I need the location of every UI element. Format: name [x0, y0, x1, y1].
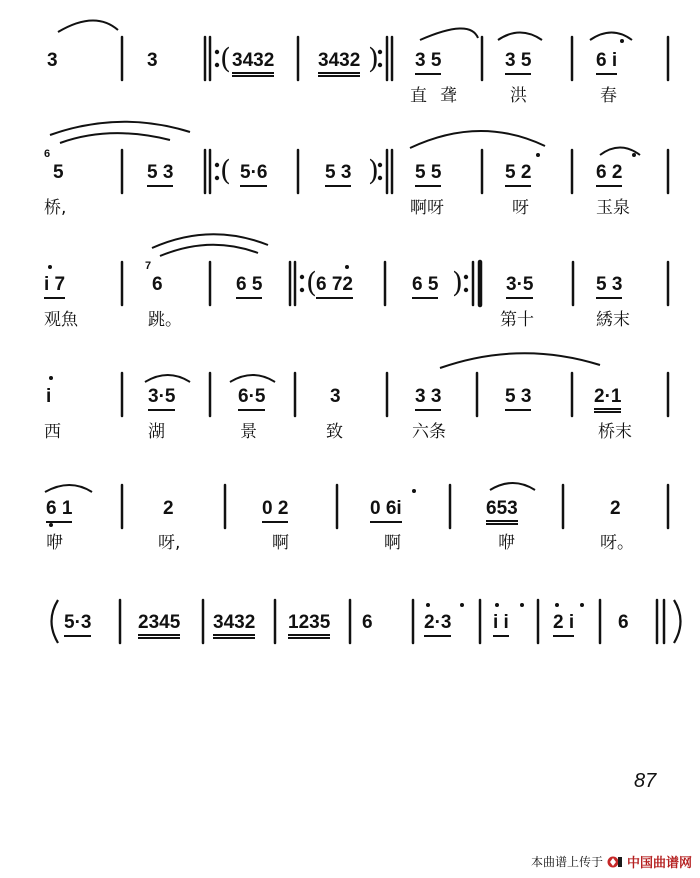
note-r1-m4: 3432 — [318, 50, 360, 77]
note-r4-m7: 2·1 — [594, 386, 621, 413]
note-r4-m4: 3 — [330, 386, 341, 407]
lyric-r3-4: 綉末 — [596, 310, 630, 330]
note-r5-m1: 6 1 — [46, 498, 72, 523]
paren-close-icon: ) — [452, 266, 463, 299]
note-r3-m6: 3·5 — [506, 274, 533, 299]
paren-close-icon: ) — [368, 154, 379, 187]
note-r2-m2: 5 3 — [147, 162, 173, 187]
note-r4-m3: 6·5 — [238, 386, 265, 411]
note-r3-m4: 6 72 — [316, 274, 353, 299]
note-r6-m9: 6 — [618, 612, 629, 633]
lyric-r5-6: 呀。 — [600, 533, 634, 553]
note-r1-m1: 3 — [47, 50, 58, 71]
note-r4-m1: i — [46, 386, 52, 407]
note-r2-m5: 5 5 — [415, 162, 441, 187]
lyric-r1-4: 春 — [600, 86, 617, 106]
lyric-r2-3: 呀 — [512, 198, 529, 218]
note-r1-m3: 3432 — [232, 50, 274, 77]
note-r5-m6: 2 — [610, 498, 621, 519]
note-r4-m5: 3 3 — [415, 386, 441, 411]
grace-note-r3: 7 — [145, 260, 152, 272]
note-r1-m2: 3 — [147, 50, 158, 71]
note-r5-m4: 0 6i — [370, 498, 402, 523]
paren-close-icon: ) — [368, 42, 379, 75]
note-r3-m7: 5 3 — [596, 274, 622, 299]
note-r6-m1: 5·3 — [64, 612, 91, 637]
lyric-r1-1: 直 — [410, 86, 427, 106]
paren-open-icon: ( — [220, 154, 231, 187]
note-r4-m2: 3·5 — [148, 386, 175, 411]
note-r1-m5: 3 5 — [415, 50, 441, 75]
lyric-r4-3: 景 — [240, 422, 257, 442]
lyric-r3-3: 第十 — [500, 310, 534, 330]
note-r6-m5: 6 — [362, 612, 373, 633]
note-r3-m1: i 7 — [44, 274, 65, 299]
lyric-r5-2: 呀, — [158, 533, 181, 553]
page-number: 87 — [634, 770, 657, 792]
note-r4-m6: 5 3 — [505, 386, 531, 411]
note-r2-m3: 5·6 — [240, 162, 267, 187]
site-name[interactable]: 中国曲谱网 — [626, 856, 692, 871]
lyric-r4-4: 致 — [326, 422, 343, 442]
lyric-r1-3: 洪 — [510, 86, 527, 106]
paren-open-icon: ( — [306, 266, 317, 299]
note-r6-m4: 1235 — [288, 612, 330, 639]
lyric-r4-5: 六条 — [412, 422, 446, 442]
grace-note-r2: 6 — [44, 148, 51, 160]
note-r6-m6: 2·3 — [424, 612, 451, 637]
lyric-r1-2: 聋 — [440, 86, 457, 106]
note-r5-m5: 653 — [486, 498, 518, 525]
paren-open-icon: ( — [220, 42, 231, 75]
note-r3-m5: 6 5 — [412, 274, 438, 299]
lyric-r5-1: 咿 — [46, 533, 63, 553]
site-logo-icon — [607, 855, 623, 869]
note-r2-m6: 5 2 — [505, 162, 531, 187]
lyric-r5-3: 啊 — [272, 533, 289, 553]
lyric-r5-5: 咿 — [498, 533, 515, 553]
lyric-r4-6: 桥末 — [598, 422, 632, 442]
note-r6-m3: 3432 — [213, 612, 255, 639]
note-r3-m3: 6 5 — [236, 274, 262, 299]
note-r3-m2: 6 — [152, 274, 163, 295]
note-r5-m3: 0 2 — [262, 498, 288, 523]
note-r2-m4: 5 3 — [325, 162, 351, 187]
note-r5-m2: 2 — [163, 498, 174, 519]
note-r6-m7: i i — [493, 612, 509, 637]
lyric-r2-2: 啊呀 — [410, 198, 444, 218]
note-r1-m7: 6 i — [596, 50, 617, 75]
note-r6-m8: 2 i — [553, 612, 574, 637]
lyric-r4-1: 西 — [44, 422, 61, 442]
lyric-r2-4: 玉泉 — [596, 198, 630, 218]
note-r6-m2: 2345 — [138, 612, 180, 639]
lyric-r3-1: 观魚 — [44, 310, 78, 330]
lyric-r3-2: 跳。 — [148, 310, 182, 330]
footer-watermark — [531, 852, 692, 871]
note-r1-m6: 3 5 — [505, 50, 531, 75]
lyric-r2-1: 桥, — [44, 198, 67, 218]
lyric-r4-2: 湖 — [148, 422, 165, 442]
footer-text: 本曲谱上传于 — [530, 855, 603, 869]
lyric-r5-4: 啊 — [384, 533, 401, 553]
note-r2-m1: 5 — [53, 162, 64, 183]
note-r2-m7: 6 2 — [596, 162, 622, 187]
